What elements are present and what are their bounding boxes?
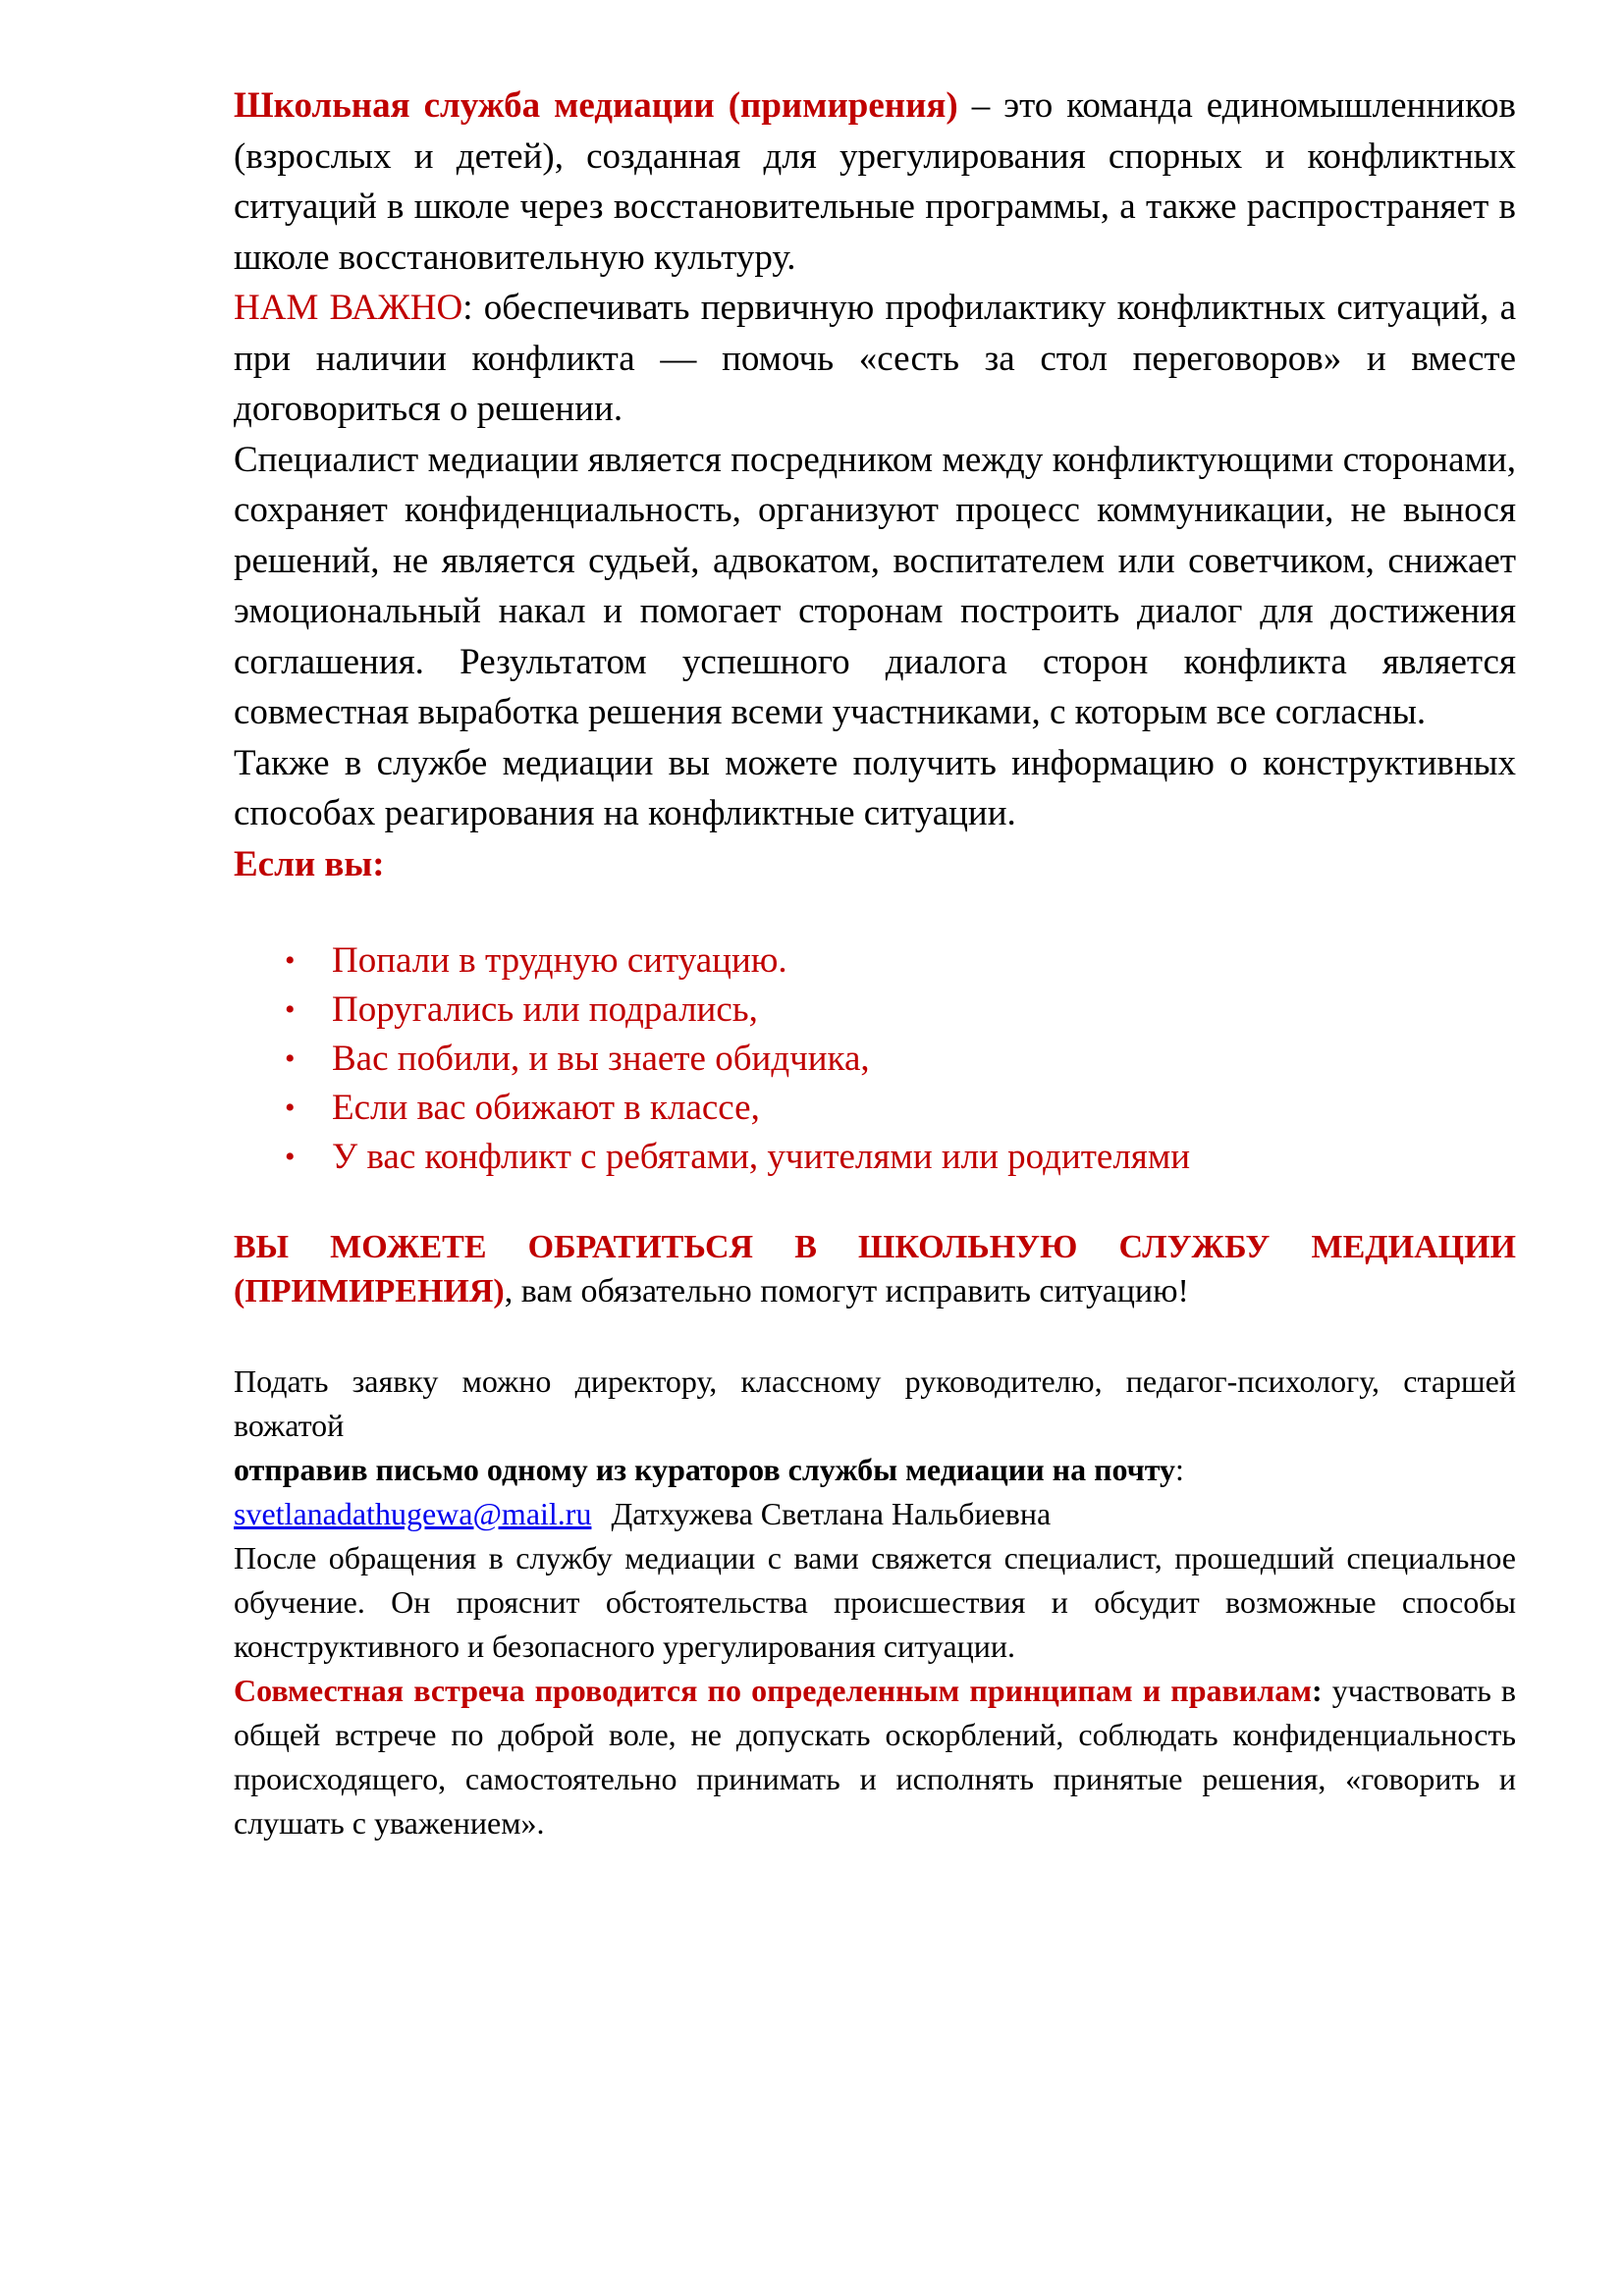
important-text: : обеспечивать первичную профилактику конфликтных ситуаций, а при наличии конфликта — помочь «сесть за стол переговоров» и вместе договориться о решении.: [234, 288, 1517, 429]
bullet-icon: •: [285, 992, 296, 1026]
cta-heading: ВЫ МОЖЕТЕ ОБРАТИТЬСЯ В ШКОЛЬНУЮ СЛУЖБУ МЕДИАЦИИ (ПРИМИРЕНИЯ): [234, 1228, 1516, 1309]
document-page: [234, 80, 1516, 1845]
rules-paragraph: Совместная встреча проводится по определенным принципам и правилам: участвовать в общей встрече по доброй воле, не допускать оскорблений, соблюдать конфиденциальность происходящего, самостоятельно принимать и исполнять принятые решения, «говорить и слушать с уважением».: [234, 1672, 1517, 1841]
rules-heading: Совместная встреча проводится по определенным принципам и правилам: [234, 1672, 1312, 1708]
situation-item: • У вас конфликт с ребятами, учителями или родителями: [234, 1133, 1516, 1182]
important-label: НАМ ВАЖНО: [234, 288, 463, 328]
email-prompt: отправив письмо одному из кураторов службы медиации на почту:: [234, 1451, 1184, 1487]
bullet-icon: •: [285, 1041, 296, 1075]
situation-item: • Попали в трудную ситуацию.: [234, 936, 1516, 986]
apply-paragraph: Подать заявку можно директору, классному руководителю, педагог-психологу, старшей вожатой: [234, 1362, 1516, 1443]
info-paragraph: Также в службе медиации вы можете получить информацию о конструктивных способах реагирования на конфликтные ситуации.: [234, 742, 1516, 833]
situation-item: • Поругались или подрались,: [234, 986, 1516, 1035]
intro-text: это команда единомышленников (взрослых и детей), созданная для урегулирования спорных и конфликтных ситуаций в школе через восстановительные программы, а также распространяет в школе восстановительную культуру.: [234, 85, 1517, 278]
situation-item: • Вас побили, и вы знаете обидчика,: [234, 1035, 1516, 1084]
intro-dash: –: [957, 85, 1004, 126]
email-link[interactable]: svetlanadathugewa@mail.ru: [234, 1495, 592, 1531]
intro-paragraph: [234, 80, 1516, 283]
bullet-icon: •: [285, 1140, 296, 1173]
bullet-icon: •: [285, 1091, 296, 1124]
specialist-paragraph: Специалист медиации является посредником между конфликтующими сторонами, сохраняет конфиденциальность, организуют процесс коммуникации, не вынося решений, не является судьей, адвокатом, воспитателем или советчиком, снижает эмоциональный накал и помогает сторонам построить диалог для достижения соглашения. Результатом успешного диалога сторон конфликта является совместная выработка решения всеми участниками, с которым все согласны.: [234, 439, 1516, 732]
service-title: Школьная служба медиации (примирения): [234, 85, 958, 126]
contact-line: [234, 1492, 1516, 1536]
contact-name: Датхужева Светлана Нальбиевна: [611, 1495, 1052, 1531]
after-contact-paragraph: После обращения в службу медиации с вами свяжется специалист, прошедший специальное обучение. Он прояснит обстоятельства происшествия и обсудит возможные способы конструктивного и безопасного урегулирования ситуации.: [234, 1539, 1516, 1664]
rules-text: участвовать в общей встрече по доброй воле, не допускать оскорблений, соблюдать конфиденциальность происходящего, самостоятельно принимать и исполнять принятые решения, «говорить и слушать с уважением».: [234, 1672, 1517, 1841]
important-paragraph: [234, 283, 1516, 435]
if-you-heading: Если вы:: [234, 843, 385, 884]
situation-item: • Если вас обижают в классе,: [234, 1084, 1516, 1133]
bullet-icon: •: [285, 943, 296, 977]
cta-text: , вам обязательно помогут исправить ситуацию!: [504, 1272, 1189, 1309]
situations-list: [234, 936, 1516, 1182]
call-to-action: [234, 1225, 1516, 1313]
